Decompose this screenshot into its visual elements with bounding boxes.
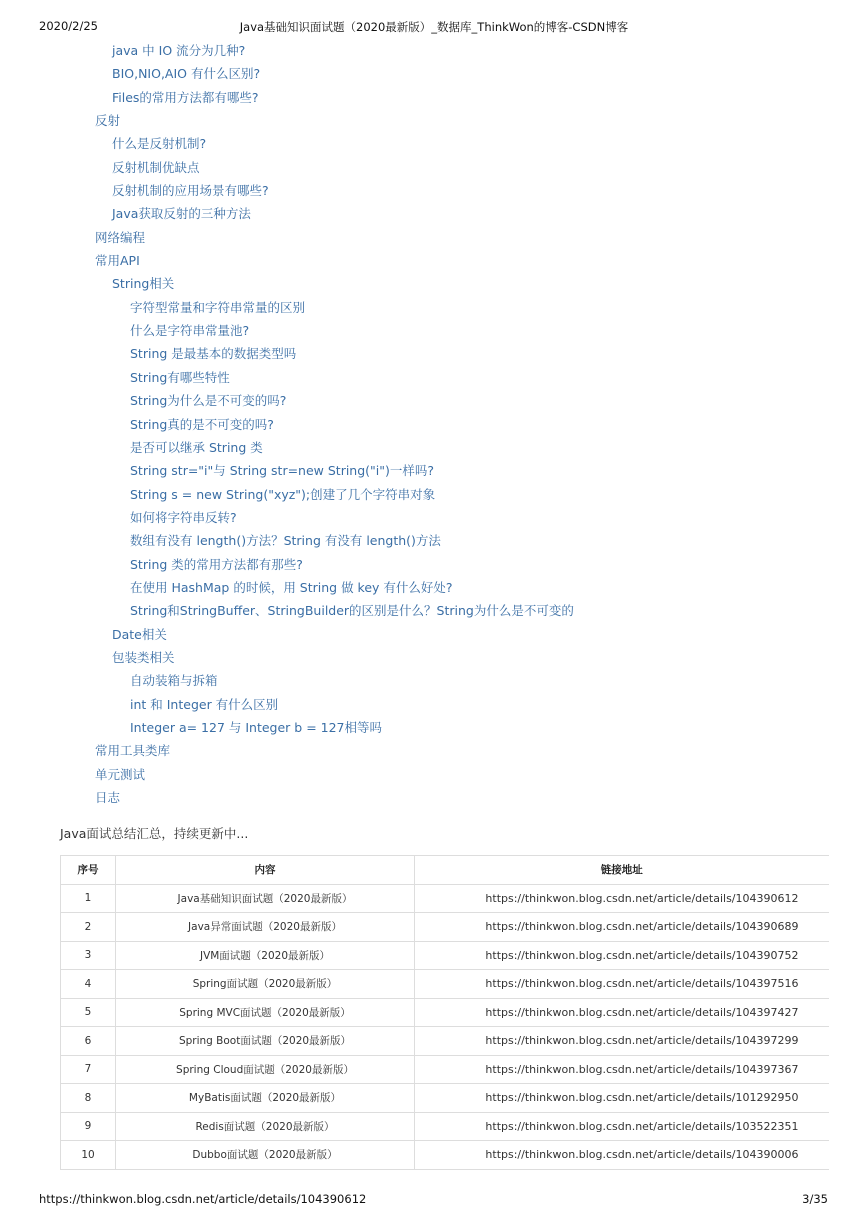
row-link-cell — [415, 913, 829, 942]
toc-item — [0, 484, 868, 507]
toc-item — [0, 110, 868, 133]
print-date: 2020/2/25 — [39, 19, 98, 33]
toc-link[interactable]: String真的是不可变的吗? — [130, 416, 274, 432]
table-of-contents — [0, 40, 868, 810]
document-title: Java基础知识面试题（2020最新版）_数据库_ThinkWon的博客-CSDN博客 — [239, 20, 629, 34]
footer-url: https://thinkwon.blog.csdn.net/article/details/104390612 — [39, 1192, 367, 1206]
row-index-cell: 7 — [61, 1055, 116, 1084]
toc-item — [0, 320, 868, 343]
row-link-cell — [415, 1112, 829, 1141]
toc-link[interactable]: 网络编程 — [95, 229, 146, 245]
toc-link[interactable]: 反射机制优缺点 — [112, 159, 200, 175]
row-content-cell: Redis面试题（2020最新版） — [116, 1112, 415, 1141]
toc-item — [0, 87, 868, 110]
toc-link[interactable]: Date相关 — [112, 626, 167, 642]
toc-link[interactable]: 什么是字符串常量池? — [130, 323, 250, 339]
toc-item — [0, 717, 868, 740]
table-row — [61, 1112, 829, 1141]
table-header-row — [61, 856, 829, 885]
toc-item — [0, 624, 868, 647]
toc-link[interactable]: 在使用 HashMap 的时候，用 String 做 key 有什么好处? — [130, 579, 453, 595]
toc-item — [0, 787, 868, 810]
row-link-cell — [415, 970, 829, 999]
toc-link[interactable]: 单元测试 — [95, 766, 146, 782]
toc-link[interactable]: String为什么是不可变的吗? — [130, 393, 287, 409]
article-link[interactable]: https://thinkwon.blog.csdn.net/article/details/104390006 — [485, 1148, 799, 1162]
row-link-cell — [415, 1141, 829, 1170]
toc-link[interactable]: 反射机制的应用场景有哪些? — [112, 183, 269, 199]
table-row — [61, 941, 829, 970]
toc-item — [0, 554, 868, 577]
toc-link[interactable]: 常用工具类库 — [95, 743, 171, 759]
toc-link[interactable]: 是否可以继承 String 类 — [130, 439, 263, 455]
toc-item — [0, 694, 868, 717]
toc-link[interactable]: 日志 — [95, 790, 121, 805]
page-number: 3/35 — [802, 1192, 828, 1206]
toc-item — [0, 227, 868, 250]
toc-item — [0, 180, 868, 203]
table-row — [61, 998, 829, 1027]
row-index-cell: 9 — [61, 1112, 116, 1141]
toc-item — [0, 600, 868, 623]
article-link[interactable]: https://thinkwon.blog.csdn.net/article/details/104397367 — [485, 1062, 799, 1076]
row-content-cell: Java基础知识面试题（2020最新版） — [116, 884, 415, 913]
toc-item — [0, 670, 868, 693]
article-link[interactable]: https://thinkwon.blog.csdn.net/article/details/101292950 — [485, 1091, 799, 1105]
article-link[interactable]: https://thinkwon.blog.csdn.net/article/details/104397516 — [485, 977, 799, 991]
row-link-cell — [415, 998, 829, 1027]
series-table — [60, 855, 829, 1170]
toc-item — [0, 577, 868, 600]
toc-link[interactable]: 自动装箱与拆箱 — [130, 673, 218, 689]
row-content-cell: Spring面试题（2020最新版） — [116, 970, 415, 999]
toc-link[interactable]: String和StringBuffer、StringBuilder的区别是什么？String为什么是不可变的 — [130, 603, 574, 619]
toc-item — [0, 460, 868, 483]
toc-link[interactable]: String 类的常用方法都有那些? — [130, 556, 303, 572]
toc-item — [0, 390, 868, 413]
series-intro-text: Java面试总结汇总，持续更新中... — [60, 826, 249, 841]
toc-link[interactable]: 如何将字符串反转? — [130, 509, 237, 525]
row-index-cell: 3 — [61, 941, 116, 970]
row-content-cell: Spring Boot面试题（2020最新版） — [116, 1027, 415, 1056]
toc-link[interactable]: 数组有没有 length()方法？String 有没有 length()方法 — [130, 533, 441, 549]
toc-link[interactable]: Files的常用方法都有哪些? — [112, 89, 259, 105]
row-index-cell: 6 — [61, 1027, 116, 1056]
toc-item — [0, 764, 868, 787]
toc-item — [0, 343, 868, 366]
table-row — [61, 1055, 829, 1084]
toc-link[interactable]: String s = new String("xyz");创建了几个字符串对象 — [130, 486, 436, 502]
row-index-cell: 5 — [61, 998, 116, 1027]
row-index-cell: 2 — [61, 913, 116, 942]
toc-item — [0, 63, 868, 86]
row-index-cell: 1 — [61, 884, 116, 913]
table-row — [61, 884, 829, 913]
row-content-cell: Spring MVC面试题（2020最新版） — [116, 998, 415, 1027]
table-row — [61, 1141, 829, 1170]
toc-item — [0, 740, 868, 763]
toc-link[interactable]: java 中 IO 流分为几种? — [112, 43, 246, 58]
toc-link[interactable]: int 和 Integer 有什么区别 — [130, 696, 279, 712]
row-content-cell: Java异常面试题（2020最新版） — [116, 913, 415, 942]
row-link-cell — [415, 941, 829, 970]
row-link-cell — [415, 1027, 829, 1056]
row-content-cell: JVM面试题（2020最新版） — [116, 941, 415, 970]
row-content-cell: Spring Cloud面试题（2020最新版） — [116, 1055, 415, 1084]
row-link-cell — [415, 884, 829, 913]
row-content-cell: MyBatis面试题（2020最新版） — [116, 1084, 415, 1113]
table-row — [61, 1084, 829, 1113]
print-footer — [0, 1192, 868, 1210]
article-link[interactable]: https://thinkwon.blog.csdn.net/article/details/104397427 — [485, 1005, 799, 1019]
toc-link[interactable]: Java获取反射的三种方法 — [112, 206, 251, 222]
toc-item — [0, 250, 868, 273]
row-index-cell: 4 — [61, 970, 116, 999]
column-header-link: 链接地址 — [415, 856, 829, 885]
row-link-cell — [415, 1084, 829, 1113]
table-row — [61, 1027, 829, 1056]
toc-link[interactable]: Integer a= 127 与 Integer b = 127相等吗 — [130, 719, 383, 735]
toc-link[interactable]: String 是最基本的数据类型吗 — [130, 346, 297, 362]
toc-item — [0, 530, 868, 553]
toc-link[interactable]: String有哪些特性 — [130, 369, 230, 385]
row-index-cell: 8 — [61, 1084, 116, 1113]
column-header-content: 内容 — [116, 856, 415, 885]
toc-item — [0, 40, 868, 63]
toc-link[interactable]: 字符型常量和字符串常量的区别 — [130, 299, 306, 315]
toc-item — [0, 133, 868, 156]
article-link[interactable]: https://thinkwon.blog.csdn.net/article/details/104397299 — [485, 1034, 799, 1048]
article-link[interactable]: https://thinkwon.blog.csdn.net/article/details/103522351 — [485, 1119, 799, 1133]
row-content-cell: Dubbo面试题（2020最新版） — [116, 1141, 415, 1170]
toc-link[interactable]: 包装类相关 — [112, 649, 175, 665]
article-link[interactable]: https://thinkwon.blog.csdn.net/article/details/104390612 — [485, 891, 799, 905]
toc-item — [0, 297, 868, 320]
toc-link[interactable]: BIO,NIO,AIO 有什么区别? — [112, 66, 261, 82]
row-index-cell: 10 — [61, 1141, 116, 1170]
article-link[interactable]: https://thinkwon.blog.csdn.net/article/details/104390689 — [485, 920, 799, 934]
toc-link[interactable]: 什么是反射机制? — [112, 136, 207, 152]
toc-item — [0, 647, 868, 670]
toc-link[interactable]: 反射 — [95, 113, 121, 129]
toc-item — [0, 273, 868, 296]
print-header — [0, 19, 868, 37]
article-link[interactable]: https://thinkwon.blog.csdn.net/article/details/104390752 — [485, 948, 799, 962]
toc-item — [0, 367, 868, 390]
toc-link[interactable]: 常用API — [95, 253, 140, 269]
toc-item — [0, 203, 868, 226]
toc-item — [0, 414, 868, 437]
toc-item — [0, 157, 868, 180]
toc-item — [0, 437, 868, 460]
row-link-cell — [415, 1055, 829, 1084]
toc-link[interactable]: String str="i"与 String str=new String("i")一样吗? — [130, 463, 435, 479]
column-header-index: 序号 — [61, 856, 116, 885]
table-row — [61, 970, 829, 999]
table-row — [61, 913, 829, 942]
toc-link[interactable]: String相关 — [112, 276, 175, 292]
toc-item — [0, 507, 868, 530]
